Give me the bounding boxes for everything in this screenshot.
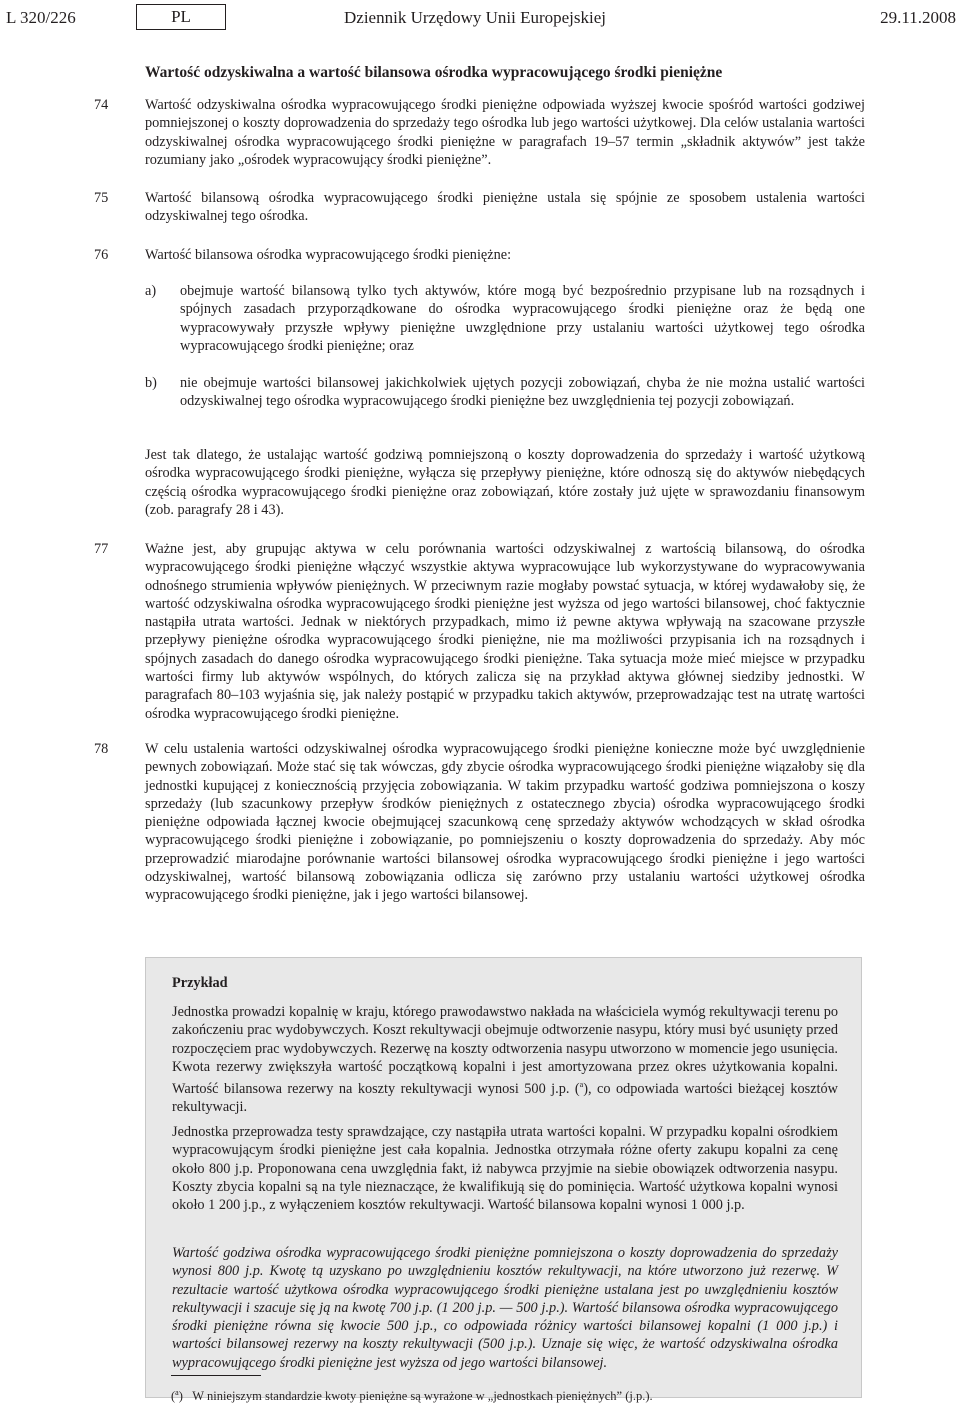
- paragraph-text: Wartość odzyskiwalna ośrodka wypracowującego środki pieniężne odpowiada wyższej kwocie spośród wartości godziwej pomniejszonej o koszty doprowadzenia do sprzedaży tego ośrodka lub jego wartości użytkowej. Dla celów ustalania wartości odzyskiwalnej ośrodka wypracowującego środki pieniężne w paragrafach 19–57 termin „składnik aktywów” jest także rozumiany jako „ośrodek wypracowujący środki pieniężne”.: [145, 97, 865, 168]
- page-header: [0, 6, 960, 32]
- journal-title: Dziennik Urzędowy Unii Europejskiej: [344, 8, 607, 27]
- paragraph-text: Wartość bilansowa ośrodka wypracowującego środki pieniężne:: [145, 247, 512, 263]
- paragraph-text: Wartość bilansową ośrodka wypracowującego środki pieniężne ustala się spójnie ze sposobem ustalenia wartości odzyskiwalnej tego ośrodka.: [145, 190, 865, 225]
- example-text: Jednostka prowadzi kopalnię w kraju, którego prawodawstwo nakłada na właściciela wymóg rekultywacji terenu po zakończeniu prac wydobywczych. Koszt rekultywacji obejmuje odtworzenie nasypu, który musi być usunięty przed rozpoczęciem prac wydobywczych. Rezerwę na koszty odtworzenia nasypu utworzono w momencie jego usunięcia. Kwota rezerwy zwiększyła wartość początkową kopalni i jest amortyzowana przez okres użytkowania kopalni. Wartość bilansowa rezerwy na koszty rekultywacji wynosi 500 j.p. (: [172, 1004, 838, 1097]
- example-title: Przykład: [172, 975, 228, 991]
- section-title: Wartość odzyskiwalna a wartość bilansowa ośrodka wypracowującego środki pieniężne: [145, 64, 723, 81]
- paragraph-text: Jest tak dlatego, że ustalając wartość godziwą pomniejszoną o koszty doprowadzenia do sprzedaży i wartość użytkową ośrodka wypracowującego środki pieniężne, wyłącza się przepływy pieniężne, które odnoszą się do aktywów niebędących częścią ośrodka wypracowującego środki pieniężne oraz zobowiązań, które zostały już ujęte w sprawozdaniu finansowym (zob. paragrafy 28 i 43).: [145, 447, 865, 518]
- example-paragraph-3: Wartość godziwa ośrodka wypracowującego środki pieniężne pomniejszona o koszty doprowadzenia do sprzedaży wynosi 800 j.p. Kwotę tą uzyskano po uwzględnieniu kosztów rekultywacji, na które utworzono już rezerwę. W rezultacie wartość użytkowa ośrodka wypracowującego środki pieniężne ustalana jest po uwzględnieniu kosztów rekultywacji i szacuje się ją na kwotę 700 j.p. (1 200 j.p. — 500 j.p.). Wartość bilansowa ośrodka wypracowującego środki pieniężne równa się kwocie 500 j.p., co odpowiada różnicy wartości bilansowej kopalni (1 000 j.p.) i wartości bilansowej rezerwy na koszty rekultywacji (500 j.p.). Uznaje się więc, że wartość odzyskiwalna ośrodka wypracowującego środki pieniężne jest wyższa od jego wartości bilansowej.: [172, 1245, 838, 1371]
- paragraph-text: Ważne jest, aby grupując aktywa w celu porównania wartości odzyskiwalnej z wartością bilansową, do ośrodka wypracowującego środki pieniężne włączyć wszystkie aktywa wypracowujące lub wykorzystywane do wypracowywania odnośnego strumienia wpływów pieniężnych. W przeciwnym razie mogłaby powstać sytuacja, w której wydawałoby się, że wartość odzyskiwalna ośrodka wypracowującego środki pieniężne jest wyższa od jego wartości bilansowej, choć faktycznie nastąpiła utrata wartości. Jednak w niektórych przypadkach, mimo iż pewne aktywa wpływają na szacowane przyszłe przepływy pieniężne ośrodka wypracowującego środki pieniężne, nie ma możliwości przypisania ich na rozsądnych i spójnych zasadach do danego ośrodka wypracowującego środki pieniężne. Taka sytuacja może mieć miejsce w przypadku wartości firmy lub aktywów wspólnych, do których zalicza się na przykład aktywa głównej siedziby jednostki. W paragrafach 80–103 wyjaśnia się, jak należy postąpić w przypadku takich aktywów, przeprowadzając test na utratę wartości ośrodka wypracowującego środki pieniężne.: [145, 541, 865, 722]
- footnote-mark-close: ): [178, 1389, 183, 1404]
- list-item-text: nie obejmuje wartości bilansowej jakichkolwiek ujętych pozycji zobowiązań, chyba że nie można ustalić wartości odzyskiwalnej tego ośrodka wypracowującego środki pieniężne bez uwzględnienia tej pozycji zobowiązań.: [180, 375, 865, 410]
- paragraph-number: 74: [94, 97, 109, 113]
- publication-date: 29.11.2008: [880, 8, 956, 27]
- language-badge: PL: [136, 4, 226, 30]
- journal-page-code: L 320/226: [6, 8, 76, 27]
- footnote-reference: a: [579, 1080, 584, 1090]
- footnote-mark-open: (: [171, 1389, 176, 1404]
- paragraph-number: 77: [94, 541, 109, 557]
- footnote-text: W niniejszym standardzie kwoty pieniężne są wyrażone w „jednostkach pieniężnych” (j.p.).: [192, 1389, 653, 1404]
- paragraph-number: 78: [94, 741, 109, 757]
- paragraph-text: W celu ustalenia wartości odzyskiwalnej ośrodka wypracowującego środki pieniężne konieczne może być uwzględnienie pewnych zobowiązań. Może stać się tak wówczas, gdy zbycie ośrodka wypracowującego środki pieniężne wiązałoby się dla jednostki kupującej z koniecznością przyjęcia zobowiązania. W takim przypadku wartość godziwa pomniejszona o koszy sprzedaży (lub szacunkowy przepływ środków pieniężnych z ostatecznego zbycia) ośrodka wypracowującego środki pieniężne odpowiada łącznej kwocie obejmującej szacunkową cenę sprzedaży aktywów wchodzących w skład ośrodka wypracowującego środki pieniężne i zobowiązanie, po pomniejszeniu o koszty doprowadzenia do sprzedaży. Aby móc przeprowadzić miarodajne porównanie wartości bilansowej ośrodka wypracowującego środki pieniężne i jego wartości odzyskiwalnej, wartość bilansową zobowiązania odlicza się zarówno przy ustalaniu wartości użytkowej ośrodka wypracowującego środki pieniężne, jak i jego wartości bilansowej.: [145, 741, 865, 904]
- list-item-label: b): [145, 375, 157, 391]
- example-paragraph-1: [172, 1003, 838, 1117]
- example-text: ), co odpowiada wartości bieżącej kosztów rekultywacji.: [172, 1080, 838, 1116]
- list-item-text: obejmuje wartość bilansową tylko tych aktywów, które mogą być bezpośrednio przypisane lub na rozsądnych i spójnych zasadach przyporządkowane do ośrodka wypracowującego środki pieniężne oraz że będą one wypracowywały przyszłe wpływy pieniężne uwzględnione przy ustalaniu wartości użytkowej tego ośrodka wypracowującego środki pieniężne; oraz: [180, 283, 865, 354]
- list-item-label: a): [145, 283, 157, 299]
- footnote-mark: a: [175, 1388, 179, 1397]
- paragraph-number: 75: [94, 190, 109, 206]
- example-box: [145, 957, 862, 1398]
- footnote: [171, 1385, 653, 1404]
- example-paragraph-2: Jednostka przeprowadza testy sprawdzające, czy nastąpiła utrata wartości kopalni. W przypadku kopalni ośrodkiem wypracowującym środki pieniężne jest cała kopalnia. Jednostka otrzymała różne oferty zakupu kopalni za cenę około 800 j.p. Proponowana cena uwzględnia fakt, iż nabywca przyjmie na siebie obowiązek odtworzenia nasypu. Koszty zbycia kopalni są na tyle nieznaczące, że kwalifikują się do pominięcia. Wartość użytkowa kopalni wynosi około 1 200 j.p., z wyłączeniem kosztów rekultywacji. Wartość bilansowa kopalni wynosi 1 000 j.p.: [172, 1124, 838, 1214]
- paragraph-number: 76: [94, 247, 109, 263]
- footnote-divider: [171, 1375, 261, 1376]
